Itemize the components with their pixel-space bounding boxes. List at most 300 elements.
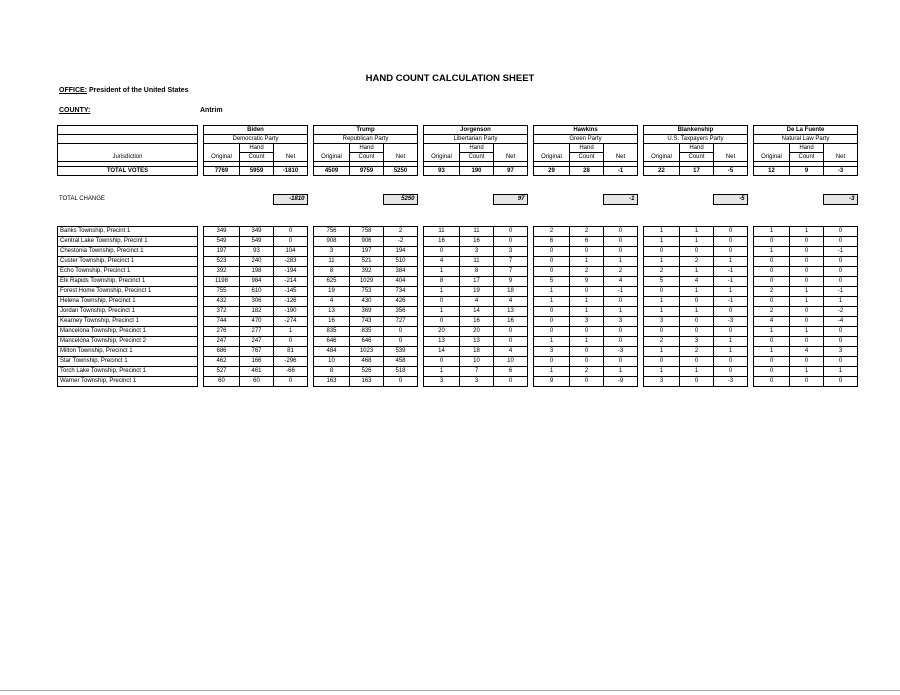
gap-cell <box>638 153 644 162</box>
total-change-value: 5250 <box>383 195 417 205</box>
count-value: 0 <box>790 377 824 387</box>
original-value: 1198 <box>204 277 240 287</box>
original-value: 0 <box>534 327 570 337</box>
blank-cell <box>203 195 239 205</box>
original-value: 13 <box>314 307 350 317</box>
original-value: 1 <box>534 367 570 377</box>
net-value: 3 <box>604 317 638 327</box>
hand-header: Hand <box>790 144 824 153</box>
net-value: -3 <box>714 317 748 327</box>
net-value: -1 <box>714 297 748 307</box>
total-change-value: -1 <box>603 195 637 205</box>
count-value: 1 <box>570 297 604 307</box>
hand-header: Hand <box>240 144 274 153</box>
original-value: 1 <box>644 257 680 267</box>
count-value: 11 <box>460 257 494 267</box>
total-count: 28 <box>570 167 604 176</box>
original-value: 1 <box>644 367 680 377</box>
original-value: 16 <box>314 317 350 327</box>
net-value: -1 <box>714 267 748 277</box>
precinct-name: Echo Township, Precinct 1 <box>58 267 198 277</box>
hand-header: Hand <box>460 144 494 153</box>
count-value: 1 <box>790 327 824 337</box>
net-value: 0 <box>604 337 638 347</box>
precinct-row <box>58 307 858 317</box>
net-value: -145 <box>274 287 308 297</box>
original-value: 755 <box>204 287 240 297</box>
count-value: 0 <box>790 257 824 267</box>
original-value: 0 <box>754 297 790 307</box>
original-value: 3 <box>424 377 460 387</box>
total-net: -1810 <box>274 167 308 176</box>
original-value: 462 <box>204 357 240 367</box>
office-label: OFFICE: <box>59 87 87 94</box>
candidate-name: Hawkins <box>534 126 638 135</box>
original-value: 0 <box>754 257 790 267</box>
precinct-row <box>58 237 858 247</box>
count-value: 1 <box>570 257 604 267</box>
count-header: Count <box>570 153 604 162</box>
count-value: 8 <box>460 267 494 277</box>
count-value: 470 <box>240 317 274 327</box>
net-value: 6 <box>494 367 528 377</box>
net-header: Net <box>604 144 638 162</box>
original-value: 908 <box>314 237 350 247</box>
net-value: 539 <box>384 347 418 357</box>
blank-cell <box>58 135 198 144</box>
original-value: 1 <box>644 297 680 307</box>
original-value: 11 <box>424 227 460 237</box>
count-header: Count <box>680 153 714 162</box>
count-value: 0 <box>680 297 714 307</box>
net-value: 0 <box>824 267 858 277</box>
gap-cell <box>748 153 754 162</box>
total-change-table <box>57 194 858 205</box>
original-value: 744 <box>204 317 240 327</box>
blank-cell <box>533 195 569 205</box>
net-value: 0 <box>604 227 638 237</box>
count-value: 10 <box>460 357 494 367</box>
original-value: 349 <box>204 227 240 237</box>
precinct-name: Elk Rapids Township, Precinct 1 <box>58 277 198 287</box>
original-value: 372 <box>204 307 240 317</box>
net-value: 0 <box>274 237 308 247</box>
net-value: 2 <box>604 267 638 277</box>
precinct-name: Helena Township, Precinct 1 <box>58 297 198 307</box>
count-value: 2 <box>570 227 604 237</box>
count-value: 93 <box>240 247 274 257</box>
net-value: 4 <box>494 347 528 357</box>
net-value: 0 <box>274 377 308 387</box>
net-value: -1 <box>824 287 858 297</box>
count-value: 2 <box>680 257 714 267</box>
count-value: 743 <box>350 317 384 327</box>
net-value: 1 <box>604 257 638 267</box>
original-value: 484 <box>314 347 350 357</box>
party-row <box>58 135 858 144</box>
count-value: 1 <box>790 287 824 297</box>
net-value: 4 <box>494 297 528 307</box>
count-header: Count <box>790 153 824 162</box>
original-value: 8 <box>314 367 350 377</box>
net-value: 3 <box>824 347 858 357</box>
net-value: -66 <box>274 367 308 377</box>
original-value: 0 <box>754 357 790 367</box>
original-value: 2 <box>754 307 790 317</box>
original-value: 3 <box>644 317 680 327</box>
total-net: -1 <box>604 167 638 176</box>
count-value: 758 <box>350 227 384 237</box>
count-value: 0 <box>680 317 714 327</box>
original-value: 835 <box>314 327 350 337</box>
net-value: -2 <box>384 237 418 247</box>
original-value: 0 <box>534 247 570 257</box>
net-value: 9 <box>494 277 528 287</box>
precinct-row <box>58 337 858 347</box>
net-value: 0 <box>824 337 858 347</box>
header-table <box>57 125 858 176</box>
net-value: 1 <box>714 347 748 357</box>
precinct-row <box>58 277 858 287</box>
original-value: 276 <box>204 327 240 337</box>
precinct-name: Mancelona Township, Precinct 1 <box>58 327 198 337</box>
blank-cell <box>679 195 713 205</box>
count-value: 610 <box>240 287 274 297</box>
party-name: Republican Party <box>314 135 418 144</box>
precinct-row <box>58 247 858 257</box>
net-value: 458 <box>384 357 418 367</box>
count-value: 526 <box>350 367 384 377</box>
original-value: 163 <box>314 377 350 387</box>
count-value: 835 <box>350 327 384 337</box>
net-value: 0 <box>384 377 418 387</box>
net-header: Net <box>494 144 528 162</box>
total-original: 12 <box>754 167 790 176</box>
count-value: 11 <box>460 227 494 237</box>
precinct-name: Warner Township, Precinct 1 <box>58 377 198 387</box>
count-value: 1 <box>570 307 604 317</box>
precinct-row <box>58 347 858 357</box>
net-value: 0 <box>494 337 528 347</box>
office-value: President of the United States <box>88 87 189 94</box>
original-value: 13 <box>424 337 460 347</box>
original-value: 4 <box>754 317 790 327</box>
net-value: 0 <box>714 237 748 247</box>
net-value: 0 <box>714 327 748 337</box>
net-value: 0 <box>714 357 748 367</box>
total-votes-label: TOTAL VOTES <box>58 167 198 176</box>
total-original: 93 <box>424 167 460 176</box>
count-value: 182 <box>240 307 274 317</box>
total-net: 5250 <box>384 167 418 176</box>
candidate-name: Trump <box>314 126 418 135</box>
net-value: 0 <box>604 327 638 337</box>
count-value: 430 <box>350 297 384 307</box>
net-value: 194 <box>384 247 418 257</box>
count-value: 906 <box>350 237 384 247</box>
party-name: Green Party <box>534 135 638 144</box>
precinct-name: Mancelona Township, Precinct 2 <box>58 337 198 347</box>
net-header: Net <box>274 144 308 162</box>
total-original: 22 <box>644 167 680 176</box>
count-value: 521 <box>350 257 384 267</box>
net-value: 0 <box>274 227 308 237</box>
precinct-name: Milton Township, Precinct 1 <box>58 347 198 357</box>
net-value: -3 <box>604 347 638 357</box>
count-value: 1 <box>790 227 824 237</box>
county-value: Antrim <box>200 107 223 114</box>
count-value: 1 <box>680 227 714 237</box>
precinct-row <box>58 367 858 377</box>
net-value: 0 <box>824 237 858 247</box>
precinct-name: Central Lake Township, Precint 1 <box>58 237 198 247</box>
count-value: 0 <box>680 357 714 367</box>
net-value: 7 <box>494 267 528 277</box>
hand-header: Hand <box>350 144 384 153</box>
count-value: 2 <box>570 367 604 377</box>
total-change-value: -1810 <box>273 195 307 205</box>
count-value: 0 <box>570 247 604 257</box>
count-value: 369 <box>350 307 384 317</box>
net-value: -283 <box>274 257 308 267</box>
net-value: 0 <box>714 307 748 317</box>
original-header: Original <box>314 144 350 162</box>
precinct-row <box>58 317 858 327</box>
original-value: 523 <box>204 257 240 267</box>
count-value: 0 <box>790 247 824 257</box>
net-value: 0 <box>494 377 528 387</box>
net-value: 0 <box>494 227 528 237</box>
count-value: 0 <box>790 307 824 317</box>
net-value: 0 <box>604 357 638 367</box>
precinct-row <box>58 357 858 367</box>
original-value: 0 <box>424 317 460 327</box>
count-value: 0 <box>570 377 604 387</box>
net-value: 0 <box>824 357 858 367</box>
total-net: 97 <box>494 167 528 176</box>
count-value: 1 <box>790 297 824 307</box>
count-value: 4 <box>460 297 494 307</box>
count-value: 4 <box>790 347 824 357</box>
original-value: 247 <box>204 337 240 347</box>
count-value: 13 <box>460 337 494 347</box>
column-label-row-1 <box>58 144 858 153</box>
count-value: 277 <box>240 327 274 337</box>
original-value: 1 <box>534 297 570 307</box>
original-value: 6 <box>534 237 570 247</box>
original-value: 1 <box>534 337 570 347</box>
count-value: 3 <box>570 317 604 327</box>
total-count: 190 <box>460 167 494 176</box>
net-value: -1 <box>714 277 748 287</box>
original-value: 14 <box>424 347 460 357</box>
count-value: 16 <box>460 317 494 327</box>
original-value: 11 <box>314 257 350 267</box>
count-value: 9 <box>570 277 604 287</box>
blank-cell <box>459 195 493 205</box>
net-value: 0 <box>274 337 308 347</box>
original-value: 3 <box>314 247 350 257</box>
hand-header: Hand <box>570 144 604 153</box>
original-value: 1 <box>424 307 460 317</box>
count-value: 14 <box>460 307 494 317</box>
net-value: 510 <box>384 257 418 267</box>
original-value: 0 <box>534 307 570 317</box>
original-value: 392 <box>204 267 240 277</box>
precinct-row <box>58 257 858 267</box>
net-value: 0 <box>494 327 528 337</box>
net-value: 426 <box>384 297 418 307</box>
precinct-row <box>58 377 858 387</box>
net-value: 1 <box>604 307 638 317</box>
total-original: 4509 <box>314 167 350 176</box>
net-value: 1 <box>714 257 748 267</box>
count-value: 0 <box>680 377 714 387</box>
hand-header: Hand <box>680 144 714 153</box>
net-value: -194 <box>274 267 308 277</box>
count-value: 4 <box>680 277 714 287</box>
count-value: 1 <box>680 367 714 377</box>
total-original: 7769 <box>204 167 240 176</box>
precinct-row <box>58 267 858 277</box>
count-value: 1 <box>570 337 604 347</box>
count-value: 0 <box>790 357 824 367</box>
net-value: 1 <box>824 367 858 377</box>
net-value: -296 <box>274 357 308 367</box>
net-value: 0 <box>384 327 418 337</box>
net-value: 16 <box>494 317 528 327</box>
count-value: 1 <box>790 367 824 377</box>
precinct-row <box>58 297 858 307</box>
county-label: COUNTY: <box>59 107 91 114</box>
original-value: 1 <box>644 237 680 247</box>
original-value: 2 <box>754 287 790 297</box>
original-value: 0 <box>534 257 570 267</box>
count-value: 0 <box>790 267 824 277</box>
count-value: 753 <box>350 287 384 297</box>
net-value: 104 <box>274 247 308 257</box>
count-value: 3 <box>460 247 494 257</box>
original-value: 0 <box>754 377 790 387</box>
count-value: 19 <box>460 287 494 297</box>
count-value: 1 <box>680 267 714 277</box>
count-value: 1 <box>680 287 714 297</box>
original-value: 432 <box>204 297 240 307</box>
original-value: 1 <box>754 347 790 357</box>
precinct-table <box>57 226 858 387</box>
net-value: 0 <box>824 277 858 287</box>
total-net: -5 <box>714 167 748 176</box>
original-value: 8 <box>314 267 350 277</box>
original-value: 9 <box>534 377 570 387</box>
count-value: 1 <box>680 307 714 317</box>
original-header: Original <box>754 144 790 162</box>
count-value: 166 <box>240 357 274 367</box>
count-value: 163 <box>350 377 384 387</box>
net-value: -2 <box>824 307 858 317</box>
original-header: Original <box>424 144 460 162</box>
blank-cell <box>239 195 273 205</box>
net-header: Net <box>824 144 858 162</box>
count-value: 0 <box>680 247 714 257</box>
count-value: 549 <box>240 237 274 247</box>
gap-cell <box>198 153 204 162</box>
count-value: 17 <box>460 277 494 287</box>
precinct-row <box>58 227 858 237</box>
count-value: 0 <box>790 317 824 327</box>
candidate-name-row <box>58 126 858 135</box>
total-net: -3 <box>824 167 858 176</box>
net-value: -4 <box>824 317 858 327</box>
net-value: 7 <box>494 257 528 267</box>
original-header: Original <box>644 144 680 162</box>
total-change-value: -5 <box>713 195 747 205</box>
total-change-row <box>57 195 857 205</box>
count-value: 468 <box>350 357 384 367</box>
net-value: 0 <box>604 297 638 307</box>
net-value: 10 <box>494 357 528 367</box>
net-value: 0 <box>824 377 858 387</box>
net-value: 384 <box>384 267 418 277</box>
original-value: 0 <box>644 327 680 337</box>
blank-cell <box>58 126 198 135</box>
net-header: Net <box>714 144 748 162</box>
original-value: 527 <box>204 367 240 377</box>
net-value: 18 <box>494 287 528 297</box>
net-value: 1 <box>714 337 748 347</box>
original-value: 1 <box>424 267 460 277</box>
count-value: 0 <box>790 337 824 347</box>
party-name: Natural Law Party <box>754 135 858 144</box>
count-value: 0 <box>790 277 824 287</box>
original-header: Original <box>204 144 240 162</box>
count-value: 2 <box>680 347 714 357</box>
total-count: 9759 <box>350 167 384 176</box>
count-value: 60 <box>240 377 274 387</box>
original-value: 1 <box>424 287 460 297</box>
original-value: 1 <box>754 247 790 257</box>
original-value: 4 <box>424 257 460 267</box>
original-value: 0 <box>754 277 790 287</box>
party-name: Libertarian Party <box>424 135 528 144</box>
net-value: 0 <box>604 237 638 247</box>
precinct-row <box>58 287 858 297</box>
net-value: 0 <box>494 237 528 247</box>
original-value: 686 <box>204 347 240 357</box>
precinct-name: Jordan Township, Precinct 1 <box>58 307 198 317</box>
count-value: 984 <box>240 277 274 287</box>
net-value: 734 <box>384 287 418 297</box>
precinct-name: Custer Township, Precinct 1 <box>58 257 198 267</box>
total-change-value: -3 <box>823 195 857 205</box>
original-value: 5 <box>644 277 680 287</box>
net-value: -1 <box>604 287 638 297</box>
count-value: 16 <box>460 237 494 247</box>
original-value: 60 <box>204 377 240 387</box>
net-value: 13 <box>494 307 528 317</box>
count-header: Count <box>240 153 274 162</box>
total-count: 5959 <box>240 167 274 176</box>
net-value: 0 <box>604 247 638 257</box>
count-header: Count <box>460 153 494 162</box>
original-value: 1 <box>424 367 460 377</box>
count-value: 767 <box>240 347 274 357</box>
original-value: 0 <box>754 267 790 277</box>
candidate-name: Biden <box>204 126 308 135</box>
net-value: 1 <box>604 367 638 377</box>
original-value: 16 <box>424 237 460 247</box>
original-value: 20 <box>424 327 460 337</box>
